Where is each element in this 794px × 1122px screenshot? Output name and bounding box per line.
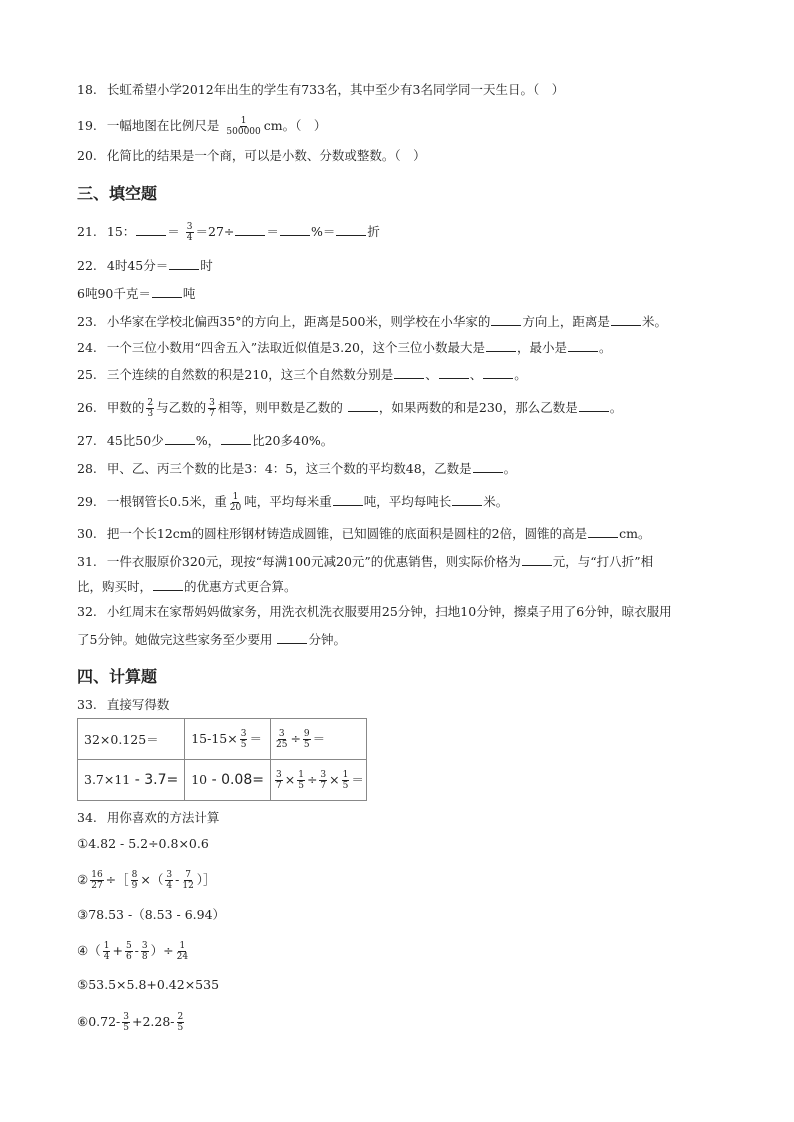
question-number: 24. [77, 340, 97, 355]
question-23: 23. 小华家在学校北偏西35°的方向上，距离是500米，则学校在小华家的 方向上，距离是 米。 [77, 314, 667, 329]
answer-blank[interactable] [280, 223, 310, 236]
question-number: 29. [77, 494, 97, 509]
question-33 [77, 697, 169, 713]
question-number: 34. [77, 810, 97, 825]
answer-blank[interactable] [486, 339, 516, 352]
answer-blank[interactable] [611, 313, 641, 326]
question-number: 31. [77, 554, 97, 569]
question-31: 31. 一件衣服原价320元，现按“每满100元减20元”的优惠销售，则实际价格为 元，与“打八折”相 [77, 554, 654, 569]
scale-fraction: $\frac{1}{500000}$ [226, 116, 261, 137]
table-cell: 32×0.125＝ [78, 719, 185, 760]
fraction: $\frac{3}{4}$ [186, 222, 193, 243]
question-number: 19. [77, 118, 97, 133]
question-number: 27. [77, 433, 97, 448]
answer-blank[interactable] [473, 460, 503, 473]
section-heading-fill-in: 三、填空题 [77, 184, 158, 203]
table-cell: $\frac{3}{7}$ × $\frac{1}{5}$ ÷ $\frac{3}{7}$ × $\frac{1}{5}$ ＝ [270, 760, 366, 801]
expression-3: ③78.53 -（8.53 - 6.94） [77, 907, 226, 922]
fraction: $\frac{1}{20}$ [229, 492, 242, 513]
fraction: $\frac{2}{3}$ [147, 398, 154, 419]
fraction: $\frac{3}{7}$ [209, 398, 215, 419]
answer-blank[interactable] [568, 339, 598, 352]
answer-blank[interactable] [348, 399, 378, 412]
question-number: 25. [77, 367, 97, 382]
question-22: 22. 4时45分＝ 时 [77, 258, 213, 273]
question-number: 32. [77, 604, 97, 619]
question-number: 18. [77, 82, 97, 97]
answer-blank[interactable] [136, 223, 166, 236]
question-number: 20. [77, 148, 97, 163]
answer-blank[interactable] [152, 285, 182, 298]
answer-blank[interactable] [277, 631, 307, 644]
table-cell: 15-15× $\frac{3}{5}$ ＝ [185, 719, 271, 760]
question-text: 一幅地图在比例尺是 [106, 118, 220, 133]
expression-6: ⑥0.72- $\frac{3}{5}$ +2.28- $\frac{2}{5}$ [77, 1012, 184, 1033]
answer-blank[interactable] [394, 366, 424, 379]
question-25: 25. 三个连续的自然数的积是210，这三个自然数分别是 、 、 。 [77, 367, 527, 382]
expression-4: ④（ $\frac{1}{4}$ + $\frac{5}{6}$ - $\frac{3}{8}$ ）÷ $\frac{1}{24}$ [77, 941, 189, 962]
question-21: 21. 15： ＝ $\frac{3}{4}$ ＝27÷ ＝ %＝ 折 [77, 222, 380, 243]
question-number: 23. [77, 314, 97, 329]
question-22-part-2: 6吨90千克＝ 吨 [77, 286, 196, 301]
question-19 [77, 116, 326, 137]
question-30: 30. 把一个长12cm的圆柱形钢材铸造成圆锥，已知圆锥的底面积是圆柱的2倍，圆锥的高是 cm。 [77, 526, 651, 541]
expression-2: ② $\frac{16}{27}$ ÷［ $\frac{8}{9}$ ×（ $\frac{3}{4}$ - $\frac{7}{12}$ ）］ [77, 870, 216, 891]
question-number: 30. [77, 526, 97, 541]
answer-blank[interactable] [483, 366, 513, 379]
question-20 [77, 148, 426, 164]
question-28: 28. 甲、乙、丙三个数的比是3：4：5，这三个数的平均数48，乙数是 。 [77, 461, 517, 476]
table-cell: 10 - 0.08= [185, 760, 271, 801]
question-text-tail: cm。（ ） [263, 118, 327, 133]
answer-blank[interactable] [235, 223, 265, 236]
answer-blank[interactable] [333, 493, 363, 506]
answer-blank[interactable] [579, 399, 609, 412]
table-cell: 3.7×11 - 3.7= [78, 760, 185, 801]
question-text: 化简比的结果是一个商，可以是小数、分数或整数。（ ） [106, 148, 426, 163]
question-32: 32. 小红周末在家帮妈妈做家务，用洗衣机洗衣服要用25分钟，扫地10分钟，擦桌子用了6分钟，晾衣服用 [77, 604, 672, 619]
answer-blank[interactable] [153, 578, 183, 591]
answer-blank[interactable] [169, 257, 199, 270]
answer-blank[interactable] [336, 223, 366, 236]
answer-blank[interactable] [491, 313, 521, 326]
table-row [78, 760, 367, 801]
answer-blank[interactable] [522, 553, 552, 566]
question-text: 用你喜欢的方法计算 [106, 810, 220, 825]
answer-blank[interactable] [588, 525, 618, 538]
question-32-part-2: 了5分钟。她做完这些家务至少要用 分钟。 [77, 632, 346, 647]
question-number: 28. [77, 461, 97, 476]
question-31-part-2: 比，购买时， 的优惠方式更合算。 [77, 579, 297, 594]
question-29: 29. 一根钢管长0.5米，重 $\frac{1}{20}$ 吨，平均每米重 吨，平均每吨长 米。 [77, 492, 509, 513]
expression-5: ⑤53.5×5.8+0.42×535 [77, 977, 220, 992]
question-27: 27. 45比50少 %， 比20多40%。 [77, 433, 334, 448]
answer-blank[interactable] [439, 366, 469, 379]
question-number: 21. [77, 224, 97, 239]
question-number: 26. [77, 400, 97, 415]
question-18 [77, 82, 564, 98]
answer-blank[interactable] [165, 432, 195, 445]
expression-1: ①4.82 - 5.2÷0.8×0.6 [77, 836, 209, 851]
question-number: 33. [77, 697, 97, 712]
section-heading-calculation: 四、计算题 [77, 667, 158, 686]
question-34 [77, 810, 219, 826]
question-number: 22. [77, 258, 97, 273]
answer-blank[interactable] [221, 432, 251, 445]
table-cell: $\frac{3}{25}$ ÷ $\frac{9}{5}$ ＝ [270, 719, 366, 760]
question-26: 26. 甲数的 $\frac{2}{3}$ 与乙数的 $\frac{3}{7}$ 相等，则甲数是乙数的 ，如果两数的和是230，那么乙数是 。 [77, 398, 623, 419]
mental-math-table [77, 718, 367, 801]
question-text: 直接写得数 [106, 697, 170, 712]
question-text: 长虹希望小学2012年出生的学生有733名，其中至少有3名同学同一天生日。（ ） [106, 82, 565, 97]
question-24: 24. 一个三位小数用“四舍五入”法取近似值是3.20，这个三位小数最大是 ，最小是 。 [77, 340, 612, 355]
answer-blank[interactable] [452, 493, 482, 506]
table-row [78, 719, 367, 760]
